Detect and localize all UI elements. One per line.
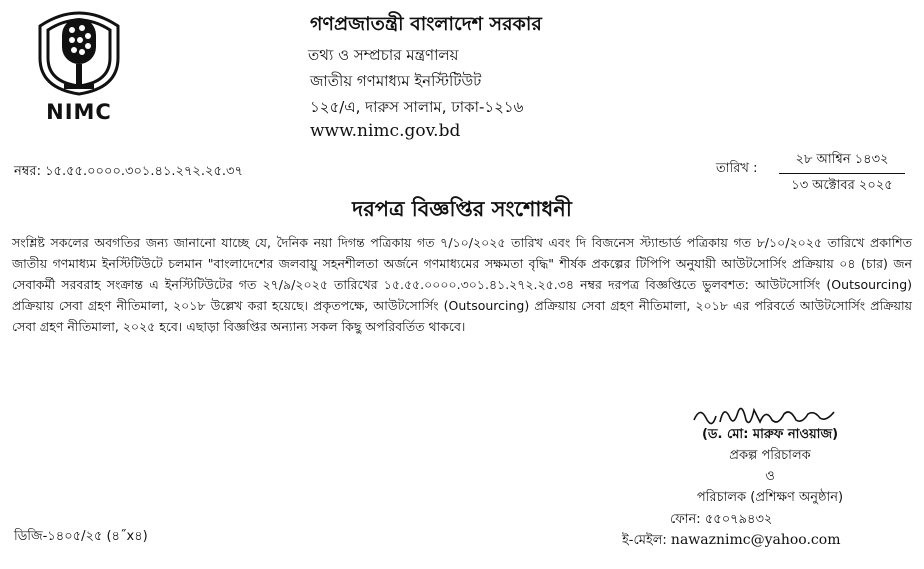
microphone-icon	[34, 6, 124, 102]
logo-text: NIMC	[46, 100, 112, 124]
notice-body: সংশ্লিষ্ট সকলের অবগতির জন্য জানানো যাচ্ছে যে, দৈনিক নয়া দিগন্ত পত্রিকায় গত ৭/১০/২০২৫ তারিখ এবং দি বিজনেস স্ট্যান্ডার্ড পত্রিকায় গত ৮/১০/২০২৫ তারিখে প্রকাশিত জাতীয় গণমাধ্যম ইনস্টিটিউটে চলমান "বাংলাদেশের জলবায়ু সহনশীলতা অর্জনে গণমাধ্যমের সক্ষমতা বৃদ্ধি" শীর্ষক প্রকল্পের টিপিপি অনুযায়ী আউটসোর্সিং প্রক্রিয়ায় ০৪ (চার) জন সেবাকর্মী সরবরাহ সংক্রান্ত এ ইনস্টিটিউটের গত ২৭/৯/২০২৫ তারিখের ১৫.৫৫.০০০০.৩০১.৪১.২৭২.২৫.৩৪ নম্বর দরপত্র বিজ্ঞপ্তিতে ভুলবশত: আউটসোর্সিং (Outsourcing) প্রক্রিয়ায় সেবা গ্রহণ নীতিমালা, ২০১৮ উল্লেখ করা হয়েছে। প্রকৃতপক্ষে, আউটসোর্সিং (Outsourcing) প্রক্রিয়ায় সেবা গ্রহণ নীতিমালা, ২০১৮ এর পরিবর্তে আউটসোর্সিং প্রক্রিয়ায় সেবা গ্রহণ নীতিমালা, ২০২৫ হবে। এছাড়া বিজ্ঞপ্তির অন্যান্য সকল কিছু অপরিবর্তিত থাকবে।	[12, 235, 912, 334]
memo-number: নম্বর: ১৫.৫৫.০০০০.৩০১.৪১.২৭২.২৫.৩৭	[14, 164, 243, 179]
date-label: তারিখ :	[716, 161, 758, 176]
address: ১২৫/এ, দারুস সালাম, ঢাকা-১২১৬	[310, 98, 524, 116]
ministry-name: তথ্য ও সম্প্রচার মন্ত্রণালয়	[308, 46, 459, 64]
notice-subject: দরপত্র বিজ্ঞপ্তির সংশোধনী	[352, 197, 572, 221]
date-block	[779, 150, 905, 197]
signature-block	[620, 424, 920, 508]
email-address[interactable]: nawaznimc@yahoo.com	[670, 532, 841, 548]
signatory-name: (ড. মো: মারুফ নাওয়াজ)	[701, 427, 839, 442]
date-bangla: ২৮ আশ্বিন ১৪৩২	[779, 150, 905, 174]
reference-code: ডিজি-১৪০৫/২৫ (৪˝x৪)	[14, 529, 148, 544]
phone-number: ফোন: ৫৫০৭৯৪৩২	[670, 512, 773, 527]
signatory-title-1: প্রকল্প পরিচালক	[729, 448, 811, 463]
signatory-title-2: পরিচালক (প্রশিক্ষণ অনুষ্ঠান)	[696, 490, 844, 505]
date-english: ১৩ অক্টোবর ২০২৫	[791, 178, 893, 193]
email-label: ই-মেইল:	[622, 533, 667, 548]
government-title: গণপ্রজাতন্ত্রী বাংলাদেশ সরকার	[310, 13, 542, 35]
signatory-conjunction: ও	[765, 469, 775, 484]
email-row	[622, 531, 840, 552]
website-link[interactable]: www.nimc.gov.bd	[310, 121, 461, 141]
institute-name: জাতীয় গণমাধ্যম ইনস্টিটিউট	[310, 72, 482, 90]
nimc-logo	[34, 6, 124, 126]
